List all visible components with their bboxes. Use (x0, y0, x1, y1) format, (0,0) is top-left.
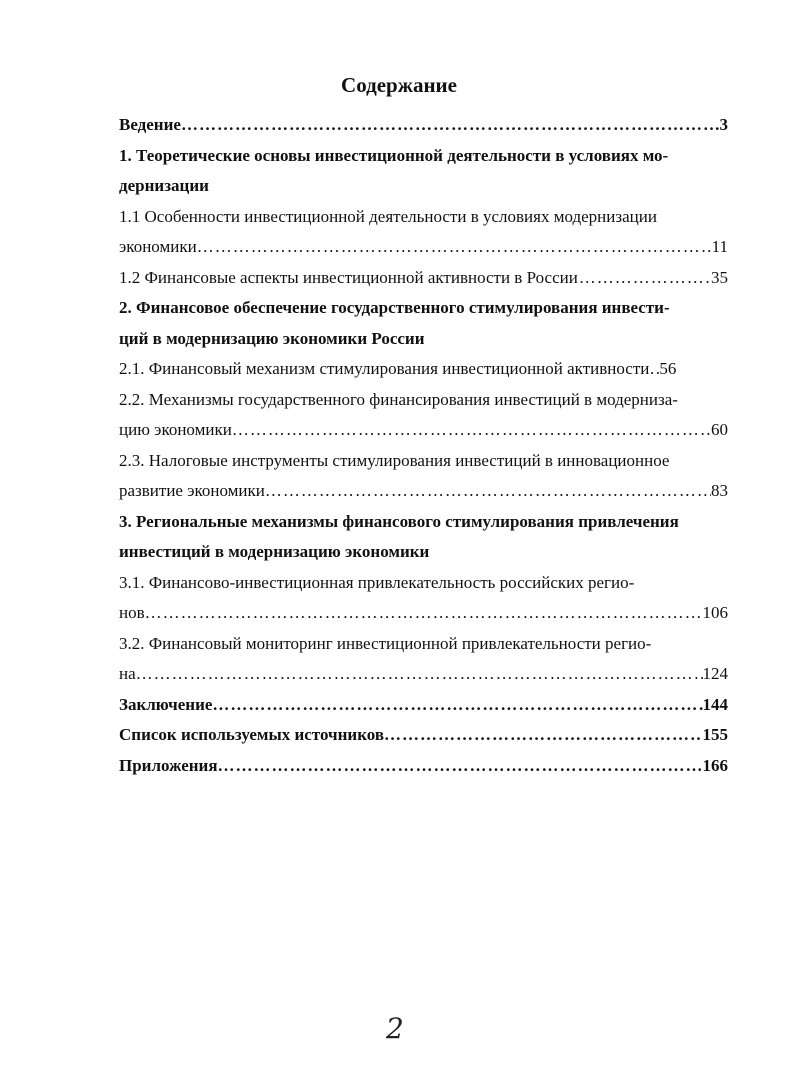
toc-page-number: 166 (702, 755, 728, 775)
toc-page-number: 11 (711, 237, 728, 256)
handwritten-page-number: 2 (386, 1012, 404, 1045)
toc-leader (265, 476, 711, 507)
toc-page-number: 144 (702, 694, 728, 714)
toc-leader (212, 690, 702, 721)
toc-section-1-2: 1.2 Финансовые аспекты инвестиционной активности в России ………………………………………………………………………………………………………………………… 35 (119, 263, 728, 294)
toc-leader (197, 232, 712, 263)
toc-page-number: 124 (702, 664, 728, 683)
toc-section-3-2-line-1: 3.2. Финансовый мониторинг инвестиционной привлекательности регио- (119, 633, 652, 653)
toc-entry-conclusion: Заключение ………………………………………………………………………………………………………………………… 144 (119, 690, 728, 721)
toc-chapter-3-line-2: инвестиций в модернизацию экономики (119, 542, 430, 561)
toc-section-1-1-line-1: 1.1 Особенности инвестиционной деятельности в условиях модернизации (119, 206, 657, 226)
toc-page-number: 3 (719, 115, 728, 134)
toc-leader (218, 751, 703, 782)
toc-entry-intro (119, 110, 728, 141)
toc-section-3-1-line-1: 3.1. Финансово-инвестиционная привлекательность российских регио- (119, 572, 635, 592)
toc-chapter-3-line-1: 3. Региональные механизмы финансового стимулирования привлечения (119, 511, 679, 531)
toc-chapter-2-line-1: 2. Финансовое обеспечение государственного стимулирования инвести- (119, 298, 670, 317)
toc-leader (232, 415, 711, 446)
toc-section-2-3-line-2: развитие экономики ………………………………………………………………………………………………………………………… 83 (119, 476, 728, 507)
toc-entry-references: Список используемых источников ………………………………………………………………………………………………………………………… 155 (119, 720, 728, 751)
toc-chapter-2-line-2: ций в модернизацию экономики России (119, 328, 425, 348)
toc-page-number: 60 (711, 420, 728, 439)
toc-page-number: 56 (659, 359, 677, 378)
toc-chapter-1-line-1: 1. Теоретические основы инвестиционной деятельности в условиях мо- (119, 145, 669, 165)
toc-page-number: 106 (702, 603, 728, 622)
toc-leader (136, 659, 703, 690)
table-of-contents (119, 110, 728, 781)
toc-section-3-1-line-2: нов ………………………………………………………………………………………………………………………… 106 (119, 598, 728, 629)
toc-section-2-1: 2.1. Финансовый механизм стимулирования инвестиционной активности ………………………………………………………………………………………………………………………… 56 (119, 354, 728, 385)
toc-leader (649, 354, 659, 385)
toc-leader (384, 720, 702, 751)
toc-chapter-1-line-2: дернизации (119, 176, 209, 195)
toc-entry-label: Ведение (119, 115, 181, 134)
toc-section-1-1-line-2: экономики ………………………………………………………………………………………………………………………… 11 (119, 232, 728, 263)
toc-entry-appendices: Приложения ………………………………………………………………………………………………………………………… 166 (119, 751, 728, 782)
page-title: Содержание (341, 73, 457, 97)
toc-section-2-2-line-1: 2.2. Механизмы государственного финансирования инвестиций в модерниза- (119, 389, 678, 409)
toc-leader (181, 110, 720, 141)
toc-leader (579, 263, 711, 294)
toc-page-number: 155 (702, 725, 728, 744)
toc-section-3-2-line-2: на ………………………………………………………………………………………………………………………… 124 (119, 659, 728, 690)
toc-leader (145, 598, 703, 629)
toc-page-number: 35 (711, 267, 728, 287)
toc-section-2-2-line-2: цию экономики ………………………………………………………………………………………………………………………… 60 (119, 415, 728, 446)
toc-page-number: 83 (711, 481, 728, 500)
toc-section-2-3-line-1: 2.3. Налоговые инструменты стимулирования инвестиций в инновационное (119, 450, 670, 470)
